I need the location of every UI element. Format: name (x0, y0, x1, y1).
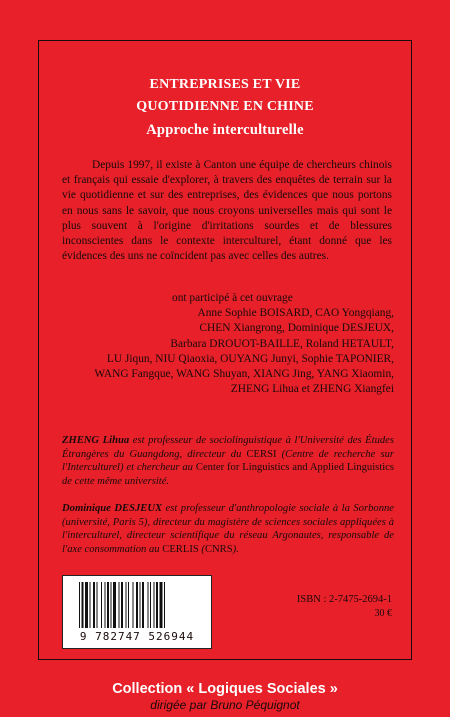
subtitle: Approche interculturelle (146, 122, 304, 138)
contributors-line: ZHENG Lihua et ZHENG Xiangfei (230, 383, 394, 396)
bio-acronym: CERLIS (162, 543, 199, 555)
author-name: ZHENG Lihua (62, 435, 130, 446)
bio-text: est professeur de sociolinguistique à l'Université des Études Étrangères du Guangdong, directeur du (62, 435, 394, 460)
bio-acronym: CNRS (204, 543, 233, 555)
collection-director: dirigée par Bruno Péquignot (150, 698, 300, 712)
barcode-number: 9 782747 526944 (79, 630, 195, 643)
bio-text: ). (232, 543, 239, 555)
contributors-line: LU Jiqun, NIU Qiaoxia, OUYANG Junyi, Sophie TAPONIER, (106, 352, 394, 365)
author-name: Dominique DESJEUX (62, 503, 163, 514)
contributors-list (94, 291, 394, 397)
bio-acronym: CERSI (246, 448, 277, 460)
summary-paragraph: Depuis 1997, il existe à Canton une équipe de chercheurs chinois et français qui essaie d'explorer, à travers des enquêtes de terrain sur la vie quotidienne et sur des entreprises, des évidences que nous portons en nous sans le savoir, que nous croyons universelles mais qui sont le plus souvent à l'origine d'irritations sourdes et de blessures inconscientes dans le contexte interculturel, étant donné que les évidences des uns ne coïncident pas avec celles des autres. (62, 159, 392, 263)
bio-text: est professeur d'anthropologie sociale à la Sorbonne (université, Paris 5), directeur du magistère de sciences sociales appliquées à l'interculturel, directeur scientifique du réseau Argonautes, responsable de l'axe consommation au (62, 503, 394, 555)
bio-text: ( (198, 543, 205, 555)
isbn: ISBN : 2-7475-2694-1 (296, 594, 392, 605)
collection-title: Collection « Logiques Sociales » (112, 681, 338, 697)
contributors-line: Barbara DROUOT-BAILLE, Roland HETAULT, (170, 337, 394, 350)
bio-institution: Center for Linguistics and Applied Linguistics (195, 462, 394, 473)
bio-text: (Centre de recherche sur l'Interculturel) et chercheur au (62, 448, 394, 473)
contributors-line: CHEN Xiangrong, Dominique DESJEUX, (199, 322, 394, 335)
barcode-bars (77, 582, 197, 630)
author-bio-zheng (62, 434, 394, 488)
contributors-intro: ont participé à cet ouvrage (172, 292, 293, 304)
title-line-2: QUOTIDIENNE EN CHINE (136, 99, 314, 114)
contributors-line: Anne Sophie BOISARD, CAO Yongqiang, (197, 307, 394, 320)
barcode (62, 575, 212, 649)
bio-text: de cette même université. (62, 475, 170, 487)
price: 30 € (374, 608, 392, 619)
author-bio-desjeux (62, 502, 394, 556)
title-line-1: ENTREPRISES ET VIE (149, 77, 301, 92)
contributors-line: WANG Fangque, WANG Shuyan, XIANG Jing, YANG Xiaomin, (94, 368, 394, 381)
